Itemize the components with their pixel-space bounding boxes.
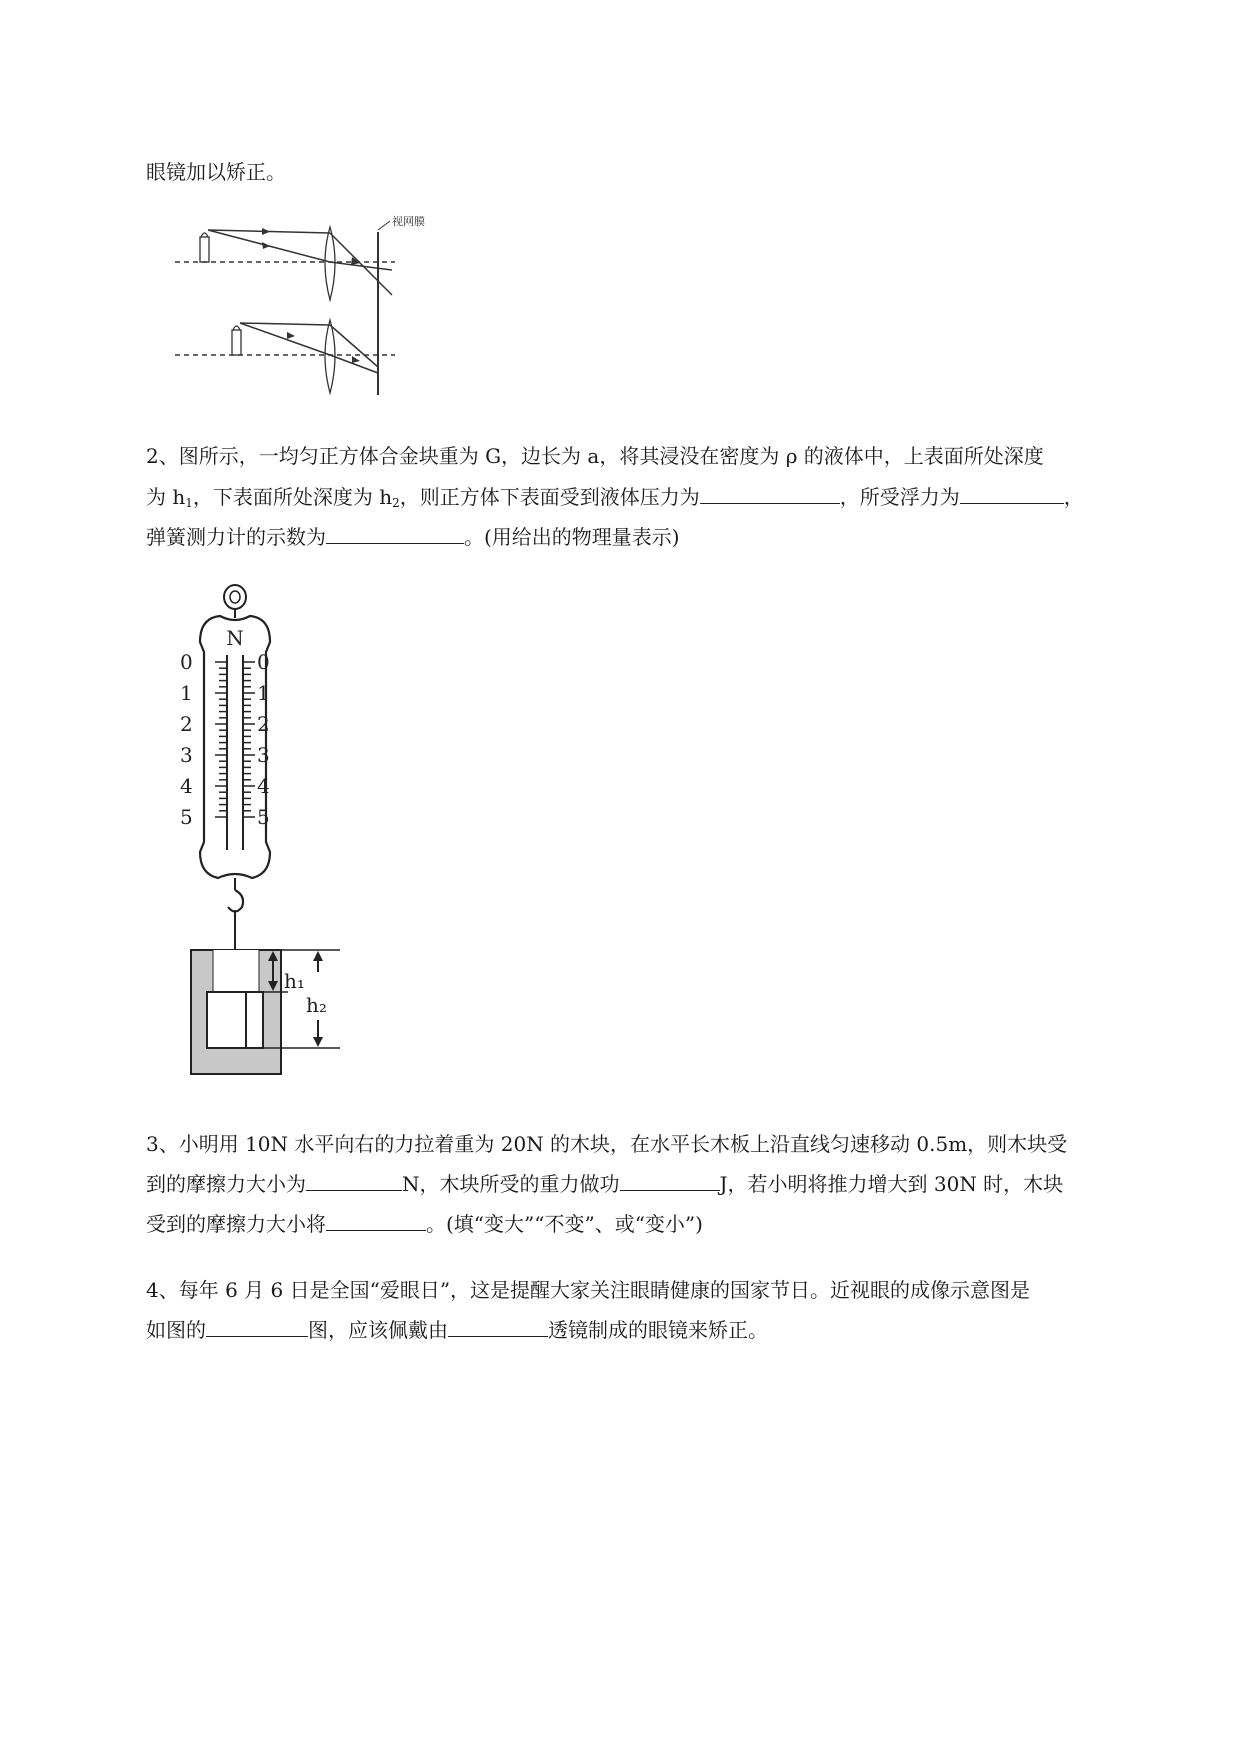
q3-line-2: 到的摩擦力大小为 N，木块所受的重力做功 J，若小明将推力增大到 30N 时，木块 (146, 1172, 1064, 1196)
q2-line-2: 为 $h_1$，下表面所处深度为 $h_2$，则正方体下表面受到液体压力为 ，所受浮力为 ， (146, 485, 1084, 510)
scale-number: 1 (180, 681, 193, 705)
answer-blank[interactable] (700, 483, 840, 504)
answer-blank[interactable] (206, 1316, 308, 1337)
spring-scale-figure (180, 580, 380, 1090)
scale-number: 1 (257, 681, 270, 705)
scale-number: 3 (180, 743, 193, 767)
scale-number: 4 (257, 774, 270, 798)
q3-line-3: 受到的摩擦力大小将 。(填“变大”“不变”、或“变小”) (146, 1212, 703, 1236)
scale-number: 2 (180, 712, 193, 736)
scale-number: 5 (180, 805, 193, 829)
q2-line-1: 2、图所示，一均匀正方体合金块重为 G，边长为 a，将其浸没在密度为 ρ 的液体中，上表面所处深度 (146, 444, 1044, 468)
answer-blank[interactable] (306, 1170, 402, 1191)
scale-number: 3 (257, 743, 270, 767)
scale-number: 4 (180, 774, 193, 798)
q2-line-3: 弹簧测力计的示数为 。(用给出的物理量表示) (146, 525, 680, 549)
answer-blank[interactable] (620, 1170, 720, 1191)
scale-number: 0 (180, 650, 193, 674)
q3-line-1: 3、小明用 10N 水平向右的力拉着重为 20N 的木块，在水平长木板上沿直线匀速移动 0.5m，则木块受 (146, 1132, 1068, 1156)
q4-line-2: 如图的 图，应该佩戴由 透镜制成的眼镜来矫正。 (146, 1318, 768, 1342)
eye-ray-diagram (170, 215, 450, 405)
scale-number: 5 (257, 805, 270, 829)
scale-number: 2 (257, 712, 270, 736)
answer-blank[interactable] (326, 523, 464, 544)
answer-blank[interactable] (448, 1316, 548, 1337)
intro-text: 眼镜加以矫正。 (146, 160, 286, 184)
answer-blank[interactable] (326, 1210, 426, 1231)
scale-number: 0 (257, 650, 270, 674)
h2-label: h₂ (306, 993, 327, 1017)
h1-label: h₁ (284, 969, 305, 993)
q4-line-1: 4、每年 6 月 6 日是全国“爱眼日”，这是提醒大家关注眼睛健康的国家节日。近视眼的成像示意图是 (146, 1278, 1031, 1302)
retina-label: 视网膜 (392, 215, 425, 228)
unit-label: N (226, 626, 244, 650)
answer-blank[interactable] (960, 483, 1064, 504)
